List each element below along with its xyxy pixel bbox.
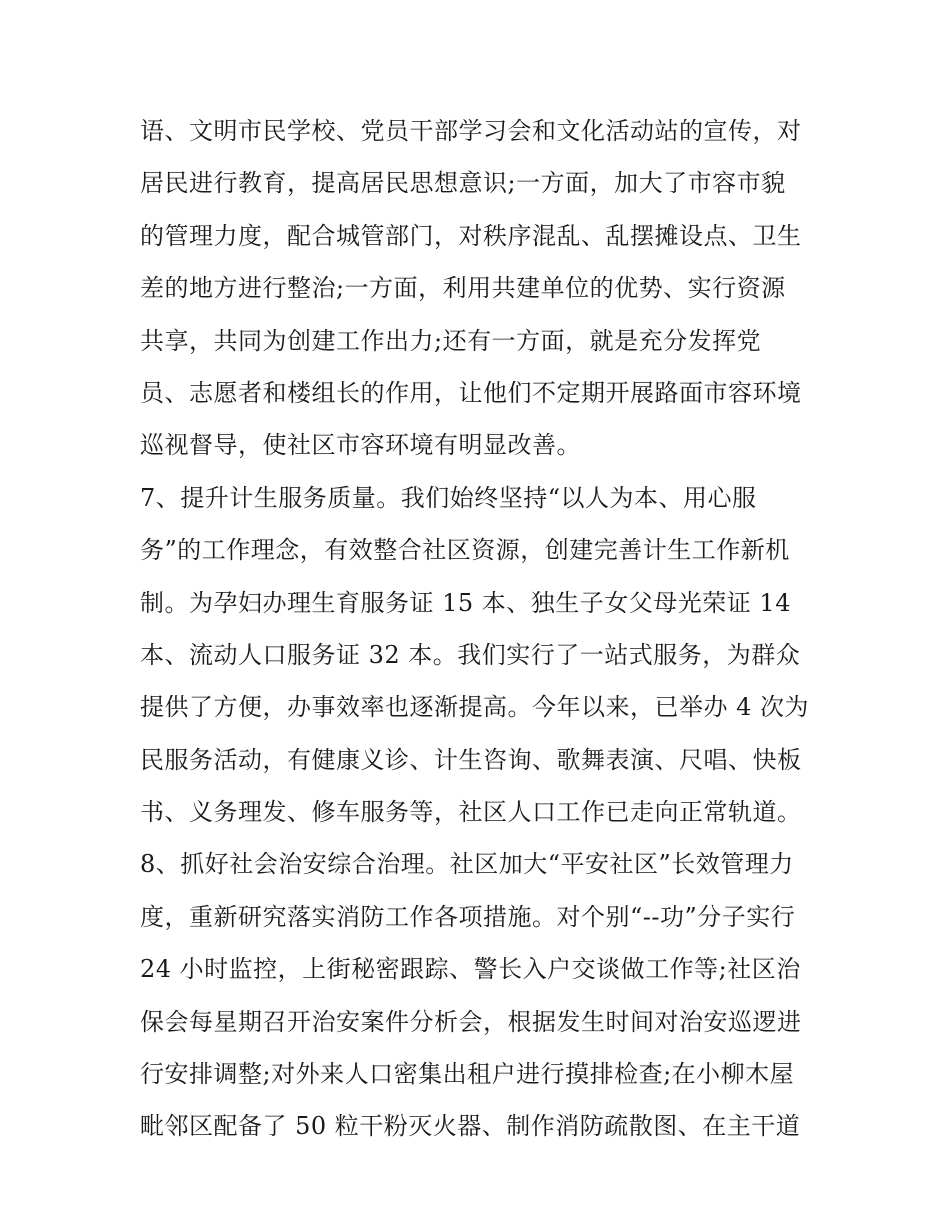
- text-line: 提供了方便，办事效率也逐渐提高。今年以来，已举办 4 次为: [140, 693, 810, 722]
- text-line: 行安排调整;对外来人口密集出租户进行摸排检查;在小柳木屋: [140, 1060, 795, 1089]
- text-line: 毗邻区配备了 50 粒干粉灭火器、制作消防疏散图、在主干道: [140, 1112, 801, 1141]
- text-line: 24 小时监控，上街秘密跟踪、警长入户交谈做工作等;社区治: [140, 955, 801, 984]
- text-line: 员、志愿者和楼组长的作用，让他们不定期开展路面市容环境: [140, 378, 802, 407]
- body-text: [140, 110, 820, 1158]
- text-line: 制。为孕妇办理生育服务证 15 本、独生子女父母光荣证 14: [140, 588, 791, 617]
- text-line: 语、文明市民学校、党员干部学习会和文化活动站的宣传，对: [140, 117, 802, 145]
- text-line: 居民进行教育，提高居民思想意识;一方面，加大了市容市貌: [140, 169, 786, 198]
- text-line: 巡视督导，使社区市容环境有明显改善。: [140, 431, 581, 460]
- section-8-heading-line: 8、抓好社会治安综合治理。社区加大“平安社区”长效管理力: [140, 850, 794, 879]
- text-line: 度，重新研究落实消防工作各项措施。对个别“--功”分子实行: [140, 902, 796, 931]
- text-line: 共享，共同为创建工作出力;还有一方面，就是充分发挥党: [140, 326, 762, 355]
- text-line: 书、义务理发、修车服务等，社区人口工作已走向正常轨道。: [140, 798, 802, 827]
- text-line: 差的地方进行整治;一方面，利用共建单位的优势、实行资源: [140, 274, 786, 303]
- text-line: 务”的工作理念，有效整合社区资源，创建完善计生工作新机: [140, 536, 790, 565]
- text-line: 保会每星期召开治安案件分析会，根据发生时间对治安巡逻进: [140, 1007, 802, 1036]
- text-line: 的管理力度，配合城管部门，对秩序混乱、乱摆摊设点、卫生: [140, 221, 802, 250]
- section-7-heading-line: 7、提升计生服务质量。我们始终坚持“以人为本、用心服: [140, 483, 757, 512]
- text-line: 本、流动人口服务证 32 本。我们实行了一站式服务，为群众: [140, 640, 801, 669]
- text-line: 民服务活动，有健康义诊、计生咨询、歌舞表演、尺唱、快板: [140, 745, 802, 774]
